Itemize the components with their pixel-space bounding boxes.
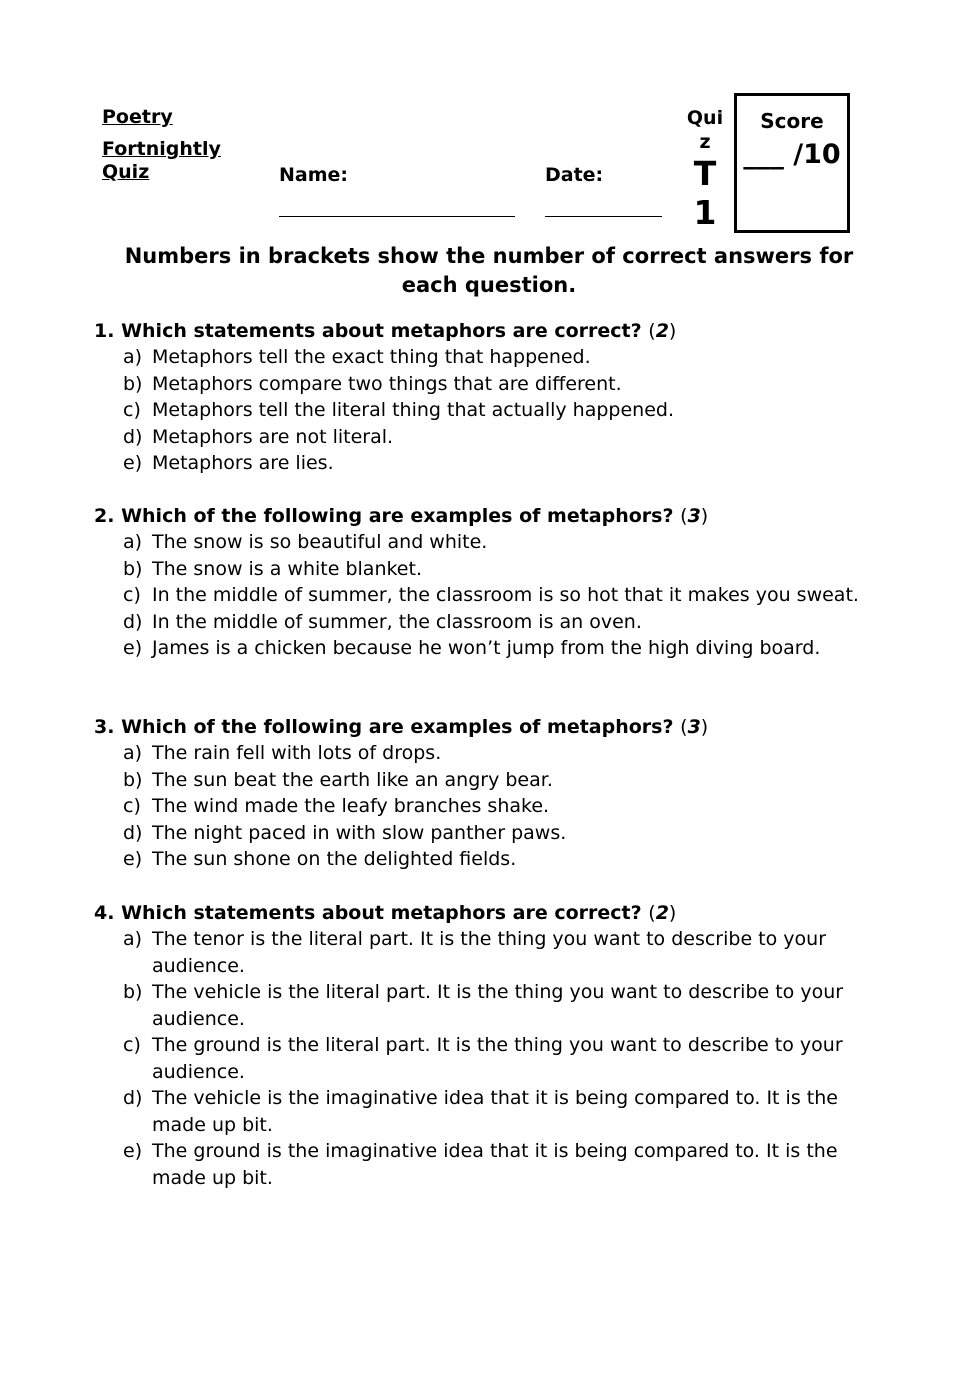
date-blank-line[interactable] <box>545 216 662 217</box>
option-letter: c) <box>123 795 141 817</box>
name-label: Name: <box>279 164 349 186</box>
option-text: In the middle of summer, the classroom is an oven. <box>152 610 642 633</box>
option-letter: a) <box>123 346 143 368</box>
answer-option[interactable] <box>123 450 884 477</box>
quiz-code-number: 1 <box>693 193 717 232</box>
title-line-2: Fortnightly Quiz <box>102 138 221 183</box>
answer-option[interactable] <box>123 846 884 873</box>
question-2 <box>94 503 884 662</box>
option-text: The ground is the literal part. It is the thing you want to describe to your audience. <box>152 1034 843 1083</box>
question-number: 2. <box>94 505 115 527</box>
correct-count: (3) <box>680 716 709 738</box>
option-text: The snow is a white blanket. <box>152 557 422 580</box>
score-box <box>734 93 850 233</box>
correct-count-value: 2 <box>655 902 669 924</box>
question-prompt: Which of the following are examples of metaphors? <box>121 505 674 527</box>
question-prompt: Which of the following are examples of metaphors? <box>121 716 674 738</box>
option-text: Metaphors are lies. <box>152 452 334 474</box>
answer-option[interactable] <box>123 582 884 609</box>
answer-option[interactable] <box>123 344 884 371</box>
correct-count-value: 2 <box>655 320 669 342</box>
answer-option[interactable] <box>123 1085 884 1138</box>
answer-option[interactable] <box>123 424 884 451</box>
option-letter: b) <box>123 981 143 1003</box>
option-text: Metaphors tell the exact thing that happened. <box>152 346 591 368</box>
option-text: The ground is the imaginative idea that it is being compared to. It is the made up bit. <box>152 1140 838 1189</box>
answer-option[interactable] <box>123 926 884 979</box>
score-value: ___ /10 <box>743 139 841 170</box>
option-letter: e) <box>123 452 143 474</box>
option-text: The night paced in with slow panther paws. <box>152 821 567 844</box>
answer-option[interactable] <box>123 1032 884 1085</box>
question-4 <box>94 900 884 1191</box>
question-text <box>94 318 884 344</box>
answer-option[interactable] <box>123 793 884 820</box>
option-letter: c) <box>123 1034 141 1056</box>
option-letter: d) <box>123 610 143 633</box>
answer-option[interactable] <box>123 979 884 1032</box>
option-text: The sun shone on the delighted fields. <box>152 848 517 870</box>
option-text: The vehicle is the imaginative idea that it is being compared to. It is the made up bit. <box>152 1087 838 1136</box>
quiz-word: Quiz <box>686 107 724 153</box>
correct-count: (2) <box>648 902 677 924</box>
option-text: In the middle of summer, the classroom is so hot that it makes you sweat. <box>152 584 859 606</box>
option-letter: d) <box>123 1087 143 1109</box>
answer-option[interactable] <box>123 820 884 847</box>
option-text: The sun beat the earth like an angry bear. <box>152 768 553 791</box>
question-number: 4. <box>94 902 115 924</box>
option-text: The wind made the leafy branches shake. <box>152 795 550 817</box>
question-1 <box>94 318 884 477</box>
date-label: Date: <box>545 164 604 186</box>
option-letter: e) <box>123 637 143 659</box>
answer-option[interactable] <box>123 371 884 398</box>
question-number: 1. <box>94 320 115 342</box>
question-number: 3. <box>94 716 115 738</box>
question-text <box>94 714 884 740</box>
option-text: James is a chicken because he won’t jump from the high diving board. <box>152 637 821 659</box>
question-text <box>94 900 884 926</box>
title-line-1: Poetry <box>102 106 173 128</box>
correct-count: (3) <box>680 505 709 527</box>
question-prompt: Which statements about metaphors are correct? <box>121 902 642 924</box>
option-text: Metaphors compare two things that are different. <box>152 372 622 395</box>
question-prompt: Which statements about metaphors are correct? <box>121 320 642 342</box>
option-letter: c) <box>123 584 141 606</box>
option-letter: c) <box>123 399 141 421</box>
answer-option[interactable] <box>123 609 884 636</box>
name-blank-line[interactable] <box>279 216 515 217</box>
option-letter: e) <box>123 848 143 870</box>
correct-count: (2) <box>648 320 677 342</box>
answer-option[interactable] <box>123 529 884 556</box>
quiz-code <box>680 106 730 232</box>
option-letter: b) <box>123 372 143 395</box>
answer-option[interactable] <box>123 740 884 767</box>
option-letter: b) <box>123 557 143 580</box>
answer-option[interactable] <box>123 635 884 662</box>
question-text <box>94 503 884 529</box>
option-text: Metaphors tell the literal thing that actually happened. <box>152 399 675 421</box>
answer-option[interactable] <box>123 767 884 794</box>
option-text: The snow is so beautiful and white. <box>152 531 488 553</box>
instructions: Numbers in brackets show the number of correct answers for each question. <box>124 244 854 297</box>
correct-count-value: 3 <box>687 716 701 738</box>
answer-option[interactable] <box>123 1138 884 1191</box>
option-letter: e) <box>123 1140 143 1162</box>
score-label: Score <box>760 109 824 133</box>
option-letter: d) <box>123 425 143 448</box>
option-text: Metaphors are not literal. <box>152 425 394 448</box>
quiz-code-letter: T <box>693 154 717 193</box>
option-text: The tenor is the literal part. It is the thing you want to describe to your audience. <box>152 928 827 977</box>
correct-count-value: 3 <box>687 505 701 527</box>
question-3 <box>94 714 884 873</box>
answer-option[interactable] <box>123 556 884 583</box>
option-letter: d) <box>123 821 143 844</box>
answer-option[interactable] <box>123 397 884 424</box>
option-letter: a) <box>123 742 143 764</box>
option-text: The rain fell with lots of drops. <box>152 742 442 764</box>
option-letter: a) <box>123 531 143 553</box>
option-text: The vehicle is the literal part. It is the thing you want to describe to your audience. <box>152 981 844 1030</box>
option-letter: a) <box>123 928 143 950</box>
option-letter: b) <box>123 768 143 791</box>
quiz-title <box>102 106 252 184</box>
